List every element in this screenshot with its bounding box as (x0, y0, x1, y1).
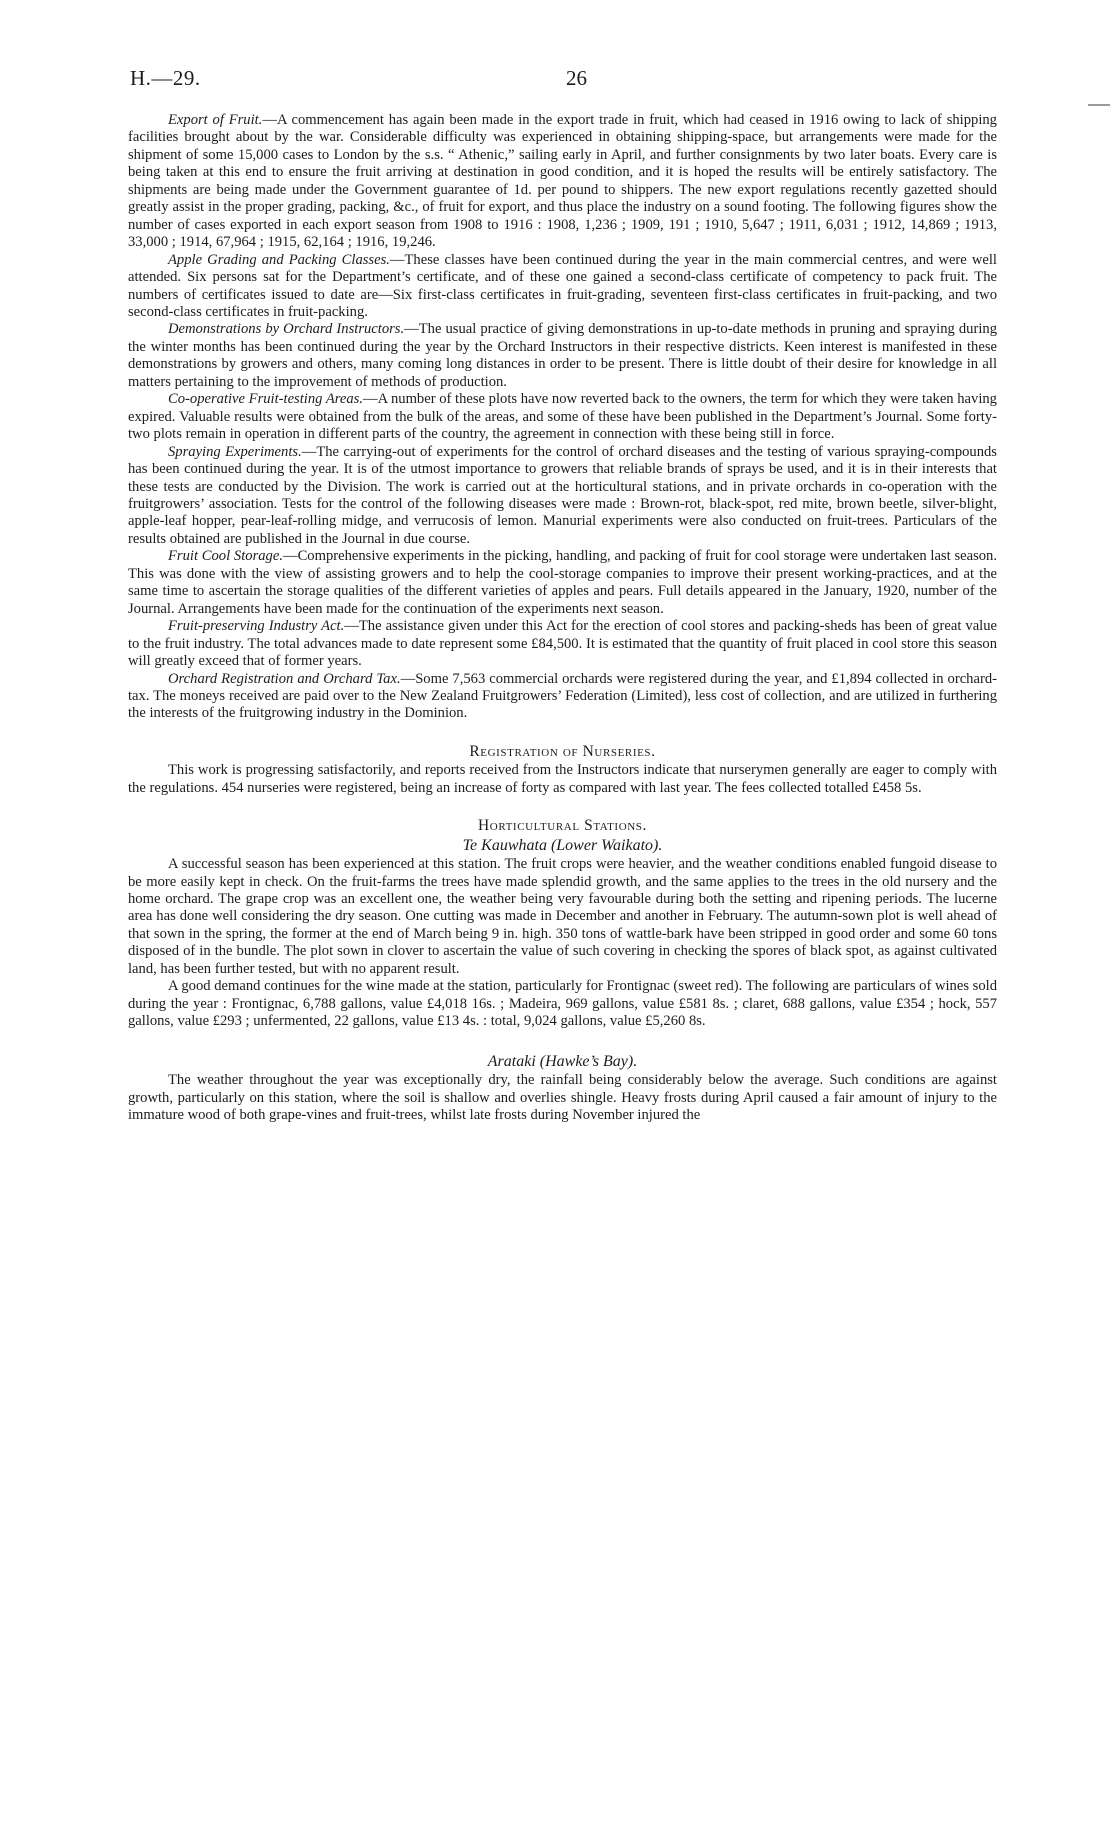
paragraph-orchard-registration (128, 671, 997, 723)
paragraph-text: —The carrying-out of experiments for the control of orchard diseases and the testing of various spraying-compounds has been continued during the year. It is of the utmost importance to growers that reliable brands of sprays be used, and it is in their interests that these tests are conducted by the Division. The work is carried out at the horticultural stations, and in private orchards in co-operation with the fruitgrowers’ association. Tests for the control of the following diseases were made : Brown-rot, black-spot, red mite, brown beetle, silver-blight, apple-leaf hopper, pear-leaf-rolling midge, and verrucosis of lemon. Manurial experiments were also conducted on fruit-trees. Particulars of the results obtained are published in the Journal in due course. (128, 443, 997, 547)
page-body (128, 112, 997, 1124)
paragraph-fruit-preserving-act (128, 618, 997, 670)
margin-mark (1088, 104, 1110, 106)
paragraph-lead: Spraying Experiments. (168, 443, 302, 460)
paragraph-text: —The assistance given under this Act for the erection of cool stores and packing-sheds has been of great value to the fruit industry. The total advances made to date represent some £84,500. It is estimated that the quantity of fruit placed in cool store this season will greatly exceed that of former years. (128, 618, 997, 670)
paragraph-lead: Fruit-preserving Industry Act. (168, 618, 345, 635)
paragraph-text: —Comprehensive experiments in the picking, handling, and packing of fruit for cool storage were undertaken last season. This was done with the view of assisting growers and to help the cool-storage companies to improve their present working-practices, and at the same time to ascertain the storage qualities of the different varieties of apples and pears. Full details appeared in the January, 1920, number of the Journal. Arrangements have been made for the continuation of the experiments next season. (128, 548, 997, 617)
section-spacer (128, 1031, 997, 1051)
subheading-te-kauwhata: Te Kauwhata (Lower Waikato). (462, 836, 663, 854)
section-spacer (128, 723, 997, 743)
paragraph-fruit-testing-areas (128, 391, 997, 443)
paragraph-spraying-experiments (128, 444, 997, 549)
paragraph-te-kauwhata-season: A successful season has been experienced at this station. The fruit crops were heavier, and the weather conditions enabled fungoid disease to be more easily kept in check. On the fruit-farms the trees have made splendid growth, and the same applies to the trees in the old nursery and the home orchard. The grape crop was an excellent one, the weather being very favourable during both the setting and ripening periods. The lucerne area has done well considering the dry season. One cutting was made in December and another in February. The autumn-sown plot is well ahead of that sown in the spring, the former at the end of March being 9 in. high. 350 tons of wattle-bark have been stripped in good order and some 60 tons disposed of in the bundle. The plot sown in clover to ascertain the value of such covering in checking the spores of black spot, as against cultivated land, has been further tested, but with no apparent result. (128, 856, 997, 977)
paragraph-text: —These classes have been continued during the year in the main commercial centres, and were well attended. Six persons sat for the Department’s certificate, and of these one gained a second-class certificate of competency to pack fruit. The numbers of certificates issued to date are—Six first-class certificates in fruit-grading, seventeen first-class certificates in fruit-packing, and two second-class certificates in fruit-packing. (128, 251, 997, 320)
paragraph-lead: Apple Grading and Packing Classes. (168, 251, 390, 268)
section-spacer (128, 797, 997, 817)
paragraph-demonstrations (128, 321, 997, 391)
paragraph-text: —A number of these plots have now reverted back to the owners, the term for which they were taken having expired. Valuable results were obtained from the bulk of the areas, and some of these have been published in the Department’s Journal. Some forty-two plots remain in operation in different parts of the country, the agreement in connection with these being still in force. (128, 391, 997, 443)
page-header (130, 66, 1000, 92)
page-number: 26 (566, 66, 587, 90)
paragraph-lead: Co-operative Fruit-testing Areas. (168, 391, 363, 408)
paragraph-arataki-weather: The weather throughout the year was exceptionally dry, the rainfall being considerably below the average. Such conditions are against growth, particularly on this station, where the soil is shallow and overlies shingle. Heavy frosts during April caused a fair amount of injury to the immature wood of both grape-vines and fruit-trees, whilst late frosts during November injured the (128, 1072, 997, 1124)
paragraph-te-kauwhata-wine: A good demand continues for the wine made at the station, particularly for Frontignac (sweet red). The following are particulars of wines sold during the year : Frontignac, 6,788 gallons, value £4,018 16s. ; Madeira, 969 gallons, value £581 8s. ; claret, 688 gallons, value £354 ; hock, 557 gallons, value £293 ; unfermented, 22 gallons, value £13 4s. : total, 9,024 gallons, value £5,260 8s. (128, 978, 997, 1030)
paragraph-lead: Fruit Cool Storage. (168, 548, 283, 565)
paragraph-nurseries: This work is progressing satisfactorily, and reports received from the Instructors indicate that nurserymen generally are eager to comply with the regulations. 454 nurseries were registered, being an increase of forty as compared with last year. The fees collected totalled £458 5s. (128, 762, 997, 796)
paragraph-lead: Demonstrations by Orchard Instructors. (168, 321, 405, 338)
paragraph-export-of-fruit (128, 112, 997, 252)
paragraph-cool-storage (128, 548, 997, 618)
section-heading-nurseries: Registration of Nurseries. (469, 742, 656, 760)
paragraph-apple-grading (128, 252, 997, 322)
subheading-arataki: Arataki (Hawke’s Bay). (487, 1052, 638, 1070)
paragraph-lead: Orchard Registration and Orchard Tax. (168, 670, 401, 687)
paragraph-lead: Export of Fruit. (168, 112, 263, 128)
paragraph-text: —The usual practice of giving demonstrations in up-to-date methods in pruning and spraying during the winter months has been continued during the year by the Orchard Instructors in their respective districts. Keen interest is manifested in these demonstrations by growers and others, many coming long distances in order to be present. There is little doubt of their desire for knowledge in all matters pertaining to the improvement of methods of production. (128, 321, 997, 390)
paragraph-text: —A commencement has again been made in the export trade in fruit, which had ceased in 1916 owing to lack of shipping facilities brought about by the war. Considerable difficulty was experienced in obtaining shipping-space, but arrangements were made for the shipment of some 15,000 cases to London by the s.s. “ Athenic,” sailing early in April, and further consignments by two later boats. Every care is being taken at this end to ensure the fruit arriving at destination in good condition, and it is hoped the results will be entirely satisfactory. The shipments are being made under the Government guarantee of 1d. per pound to shippers. The new export regulations recently gazetted should greatly assist in the proper grading, packing, &c., of fruit for export, and thus place the industry on a sound footing. The following figures show the number of cases exported in each export season from 1908 to 1916 : 1908, 1,236 ; 1909, 191 ; 1910, 5,647 ; 1911, 6,031 ; 1912, 14,869 ; 1913, 33,000 ; 1914, 67,964 ; 1915, 62,164 ; 1916, 19,246. (128, 112, 997, 251)
report-reference: H.—29. (130, 66, 201, 90)
paragraph-text: —Some 7,563 commercial orchards were registered during the year, and £1,894 collected in orchard-tax. The moneys received are paid over to the New Zealand Fruitgrowers’ Federation (Limited), less cost of collection, and are utilized in furthering the interests of the fruitgrowing industry in the Dominion. (128, 670, 997, 722)
section-heading-stations: Horticultural Stations. (478, 817, 647, 835)
